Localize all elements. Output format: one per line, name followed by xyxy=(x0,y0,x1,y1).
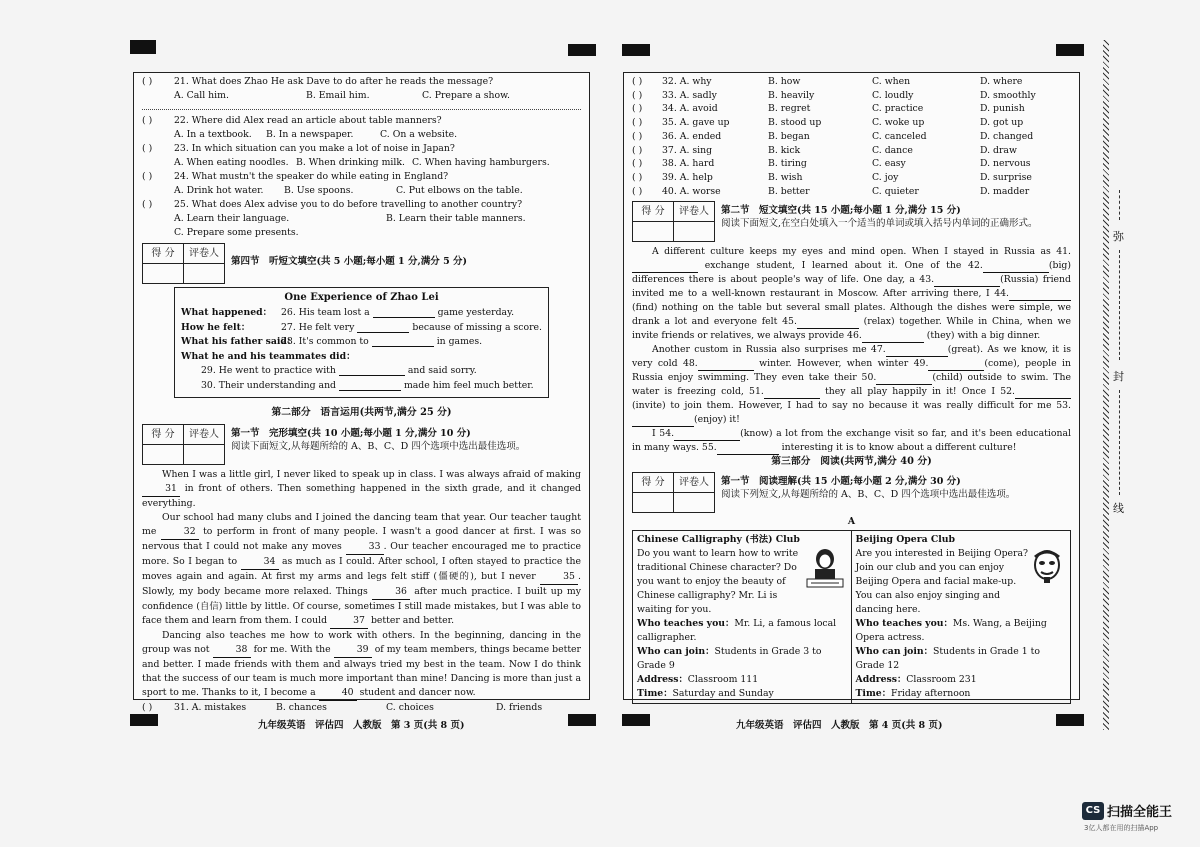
registration-mark xyxy=(568,44,596,56)
calligraphy-club: Chinese Calligraphy (书法) Club Do you want to learn how to write traditional Chinese character? Do you want to enjoy the beauty of Chinese calligraphy? Mr. Li is waiting for you. Who teaches you：Mr. Li, a famous local calligrapher. Who can join：Students in Grade 3 to Grade 9 Address：Classroom 111 Time：Saturday and Sunday xyxy=(633,531,852,703)
blank-26[interactable] xyxy=(373,306,435,318)
blank-40[interactable]: 40 xyxy=(319,686,357,701)
question-31: ( ) 31. A. mistakes B. chances C. choices D. friends xyxy=(142,702,543,713)
camscanner-logo-icon: CS xyxy=(1082,802,1104,820)
blank-41[interactable] xyxy=(632,261,698,273)
blank-47[interactable] xyxy=(886,345,948,357)
seal-char: 封 xyxy=(1113,370,1124,383)
answer-bracket: ( ) xyxy=(632,103,643,115)
blank-43[interactable] xyxy=(934,275,1000,287)
part3-title: 第三部分 阅读(共两节,满分 40 分) xyxy=(771,456,932,468)
passage-letter: A xyxy=(847,516,856,528)
club-notices xyxy=(632,530,1071,704)
blank-54[interactable] xyxy=(674,429,740,441)
option-c: C. dance xyxy=(872,144,913,156)
section-instruction: 阅读下列短文,从每题所给的 A、B、C、D 四个选项中选出最佳选项。 xyxy=(721,489,1016,501)
option-c: C. when xyxy=(872,76,911,87)
score-box-reading: 得 分 评卷人 第一节 阅读理解(共 15 小题;每小题 2 分,满分 30 分) 阅读下列短文,从每题所给的 A、B、C、D 四个选项中选出最佳选项。 xyxy=(632,472,1071,513)
blank-34[interactable]: 34 xyxy=(241,555,279,570)
blank-39[interactable]: 39 xyxy=(334,643,372,658)
cloze-options-grid xyxy=(632,75,1071,198)
option-a: 35. A. gave up xyxy=(662,117,730,129)
question-24: ( ) 24. What mustn't the speaker do while eating in England? A. Drink hot water. B. Use spoons. C. Put elbows on the table. xyxy=(142,171,523,196)
scanner-watermark: CS 扫描全能王 3亿人都在用的扫描App xyxy=(1082,800,1172,833)
page-footer-4: 九年级英语 评估四 人教版 第 4 页(共 8 页) xyxy=(736,720,943,731)
seal-line-sidebar xyxy=(1097,40,1137,730)
option-a: 39. A. help xyxy=(662,171,713,183)
option-a: 38. A. hard xyxy=(662,158,715,170)
answer-bracket: ( ) xyxy=(142,76,153,87)
option-b: B. wish xyxy=(768,171,803,183)
blank-51[interactable] xyxy=(764,387,820,399)
score-box-section2: 得 分 评卷人 第二节 短文填空(共 15 小题;每小题 1 分,满分 15 分) 阅读下面短文,在空白处填入一个适当的单词或填入括号内单词的正确形式。 xyxy=(632,201,1071,242)
registration-mark xyxy=(568,714,596,726)
option-d: D. smoothly xyxy=(980,89,1036,101)
blank-27[interactable] xyxy=(357,321,409,333)
option-c: C. easy xyxy=(872,158,906,170)
blank-49[interactable] xyxy=(928,359,984,371)
option-c: C. canceled xyxy=(872,130,927,142)
blank-50[interactable] xyxy=(876,373,932,385)
option-b: B. began xyxy=(768,130,810,142)
part2-title: 第二部分 语言运用(共两节,满分 25 分) xyxy=(271,407,452,418)
dotted-divider xyxy=(142,109,581,110)
option-d: D. got up xyxy=(980,117,1024,129)
blank-46[interactable] xyxy=(862,331,924,343)
club-title: Beijing Opera Club xyxy=(855,534,956,546)
option-b: B. heavily xyxy=(768,89,815,101)
blank-55[interactable] xyxy=(717,443,779,455)
zigzag-border xyxy=(1103,40,1109,730)
blank-33[interactable]: 33 xyxy=(346,540,384,555)
answer-bracket: ( ) xyxy=(632,130,643,142)
option-b: B. stood up xyxy=(768,117,822,129)
exam-page-3 xyxy=(133,72,590,713)
blank-29[interactable] xyxy=(339,364,405,376)
club-title: Chinese Calligraphy (书法) Club xyxy=(637,534,800,546)
section-title: 第四节 听短文填空(共 5 小题;每小题 1 分,满分 5 分) xyxy=(231,256,467,267)
exam-page-4 xyxy=(623,72,1080,700)
option-d: D. surprise xyxy=(980,171,1032,183)
blank-38[interactable]: 38 xyxy=(213,643,251,658)
fill-passage: A different culture keeps my eyes and mind open. When I stayed in Russia as 41. exchange student, I learned about it. One of the 42. (big) differences there is about people's way of life. One day, a 43. (Russia) friend invited me to a well-known restaurant in Moscow. After arriving there, I 44.(find) nothing on the table but several small plates. Although the dishes were simple, we drank a lot and everyone felt 45. (relax) together. While in China, when we invite friends or relatives, we always provide 46. (they) with a big dinner. Another custom in Russia also surprises me 47. (great). As we know, it is very cold 48. winter. However, when winter 49. (come), people in Russia enjoy swimming. They even take their 50. (child) outside to swim. The water is freezing cold, 51. they all play happily in it! Once I 52.(invite) to join them. However, I had to say no because it was really difficult for me 53.(enjoy) it! I 54. (know) a lot from the exchange visit so far, and it's been educational in many ways. 55. interesting it is to know about a different culture! xyxy=(632,246,1071,454)
blank-48[interactable] xyxy=(698,359,754,371)
registration-mark xyxy=(1056,44,1084,56)
seal-char: 弥 xyxy=(1113,230,1124,243)
blank-42[interactable] xyxy=(983,261,1049,273)
question-25: ( ) 25. What does Alex advise you to do before travelling to another country? A. Learn their language. B. Learn their table manners. C. Prepare some presents. xyxy=(142,199,526,238)
blank-36[interactable]: 36 xyxy=(372,585,410,600)
score-box-section4: 得 分 评卷人 第四节 听短文填空(共 5 小题;每小题 1 分,满分 5 分) xyxy=(142,243,581,284)
option-a: 40. A. worse xyxy=(662,185,721,197)
registration-mark xyxy=(1056,714,1084,726)
option-b: B. kick xyxy=(768,144,801,156)
option-a: 33. A. sadly xyxy=(662,89,717,101)
table-title: One Experience of Zhao Lei xyxy=(284,292,439,303)
section-title: 第一节 阅读理解(共 15 小题;每小题 2 分,满分 30 分) xyxy=(721,476,961,488)
question-23: ( ) 23. In which situation can you make a lot of noise in Japan? A. When eating noodles. B. When drinking milk. C. When having hamburgers. xyxy=(142,143,550,168)
section-instruction: 阅读下面短文,在空白处填入一个适当的单词或填入括号内单词的正确形式。 xyxy=(721,218,1038,230)
answer-bracket: ( ) xyxy=(632,117,643,129)
option-d: D. madder xyxy=(980,185,1030,197)
seal-char: 线 xyxy=(1113,502,1124,515)
blank-32[interactable]: 32 xyxy=(161,525,199,540)
option-d: D. punish xyxy=(980,103,1025,115)
registration-mark xyxy=(130,40,156,54)
answer-bracket: ( ) xyxy=(632,144,643,156)
page-footer-3: 九年级英语 评估四 人教版 第 3 页(共 8 页) xyxy=(258,720,465,731)
blank-30[interactable] xyxy=(339,379,401,391)
option-d: D. nervous xyxy=(980,158,1031,170)
question-22: ( ) 22. Where did Alex read an article about table manners? A. In a textbook. B. In a newspaper. C. On a website. xyxy=(142,115,458,140)
option-b: B. regret xyxy=(768,103,811,115)
score-box-cloze: 得 分 评卷人 第一节 完形填空(共 10 小题;每小题 1 分,满分 10 分) 阅读下面短文,从每题所给的 A、B、C、D 四个选项中选出最佳选项。 xyxy=(142,424,581,465)
section-title: 第二节 短文填空(共 15 小题;每小题 1 分,满分 15 分) xyxy=(721,205,961,217)
option-a: 32. A. why xyxy=(662,76,712,87)
blank-37[interactable]: 37 xyxy=(330,614,368,629)
registration-mark xyxy=(130,714,158,726)
option-c: C. loudly xyxy=(872,89,914,101)
option-d: D. draw xyxy=(980,144,1017,156)
question-21: ( ) 21. What does Zhao He ask Dave to do after he reads the message? A. Call him. B. Email him. C. Prepare a show. xyxy=(142,76,510,101)
blank-45[interactable] xyxy=(797,317,859,329)
answer-bracket: ( ) xyxy=(632,76,643,87)
option-a: 37. A. sing xyxy=(662,144,713,156)
opera-club: Beijing Opera Club Are you interested in Beijing Opera? Join our club and you can enjoy Beijing Opera and facial make-up. You can also enjoy singing and dancing here. Who teaches you：Ms. Wang, a Beijing Opera actress. Who can join：Students in Grade 1 to Grade 12 Address：Classroom 231 Time：Friday afternoon xyxy=(852,531,1071,703)
section-instruction: 阅读下面短文,从每题所给的 A、B、C、D 四个选项中选出最佳选项。 xyxy=(231,441,526,452)
option-b: B. how xyxy=(768,76,801,87)
option-a: 34. A. avoid xyxy=(662,103,718,115)
section-title: 第一节 完形填空(共 10 小题;每小题 1 分,满分 10 分) xyxy=(231,428,471,439)
blank-52[interactable] xyxy=(1015,387,1071,399)
answer-bracket: ( ) xyxy=(632,89,643,101)
blank-53[interactable] xyxy=(632,415,694,427)
option-d: D. where xyxy=(980,76,1023,87)
cloze-passage: When I was a little girl, I never liked to speak up in class. I was always afraid of making 31 in front of others. Then something happened in the sixth grade, and it changed everything. Our school had many clubs and I joined the dancing team that year. Our teacher taught me 32 to perform in front of many people. I wasn't a good dancer at first. I was so nervous that I could not make any moves 33 . Our teacher encouraged me to practice more. So I began to 34 as much as I could. After school, I often stayed to practice the moves again and again. At first my arms and legs felt stiff (僵硬的), but I never 35 . Slowly, my body became more relaxed. Things 36 after much practice. I built up my confidence (自信) little by little. Of course, sometimes I still made mistakes, but I was able to face them and learn from them. I could 37 better and better. Dancing also teaches me how to work with others. In the beginning, dancing in the group was not 38 for me. With the 39 of my team members, things became better and better. I made friends with them and always tried my best in the team. Now I do think that the success of our team is much more important than mine! Dancing is more than just a sport to me. Thanks to it, I become a 40 student and dancer now. xyxy=(142,468,581,701)
calligraphy-student-icon xyxy=(805,547,845,591)
option-b: B. better xyxy=(768,185,810,197)
opera-mask-icon xyxy=(1030,547,1064,583)
blank-31[interactable]: 31 xyxy=(142,482,180,497)
blank-28[interactable] xyxy=(372,335,434,347)
option-b: B. tiring xyxy=(768,158,807,170)
blank-35[interactable]: 35 xyxy=(540,570,578,585)
option-c: C. woke up xyxy=(872,117,925,129)
answer-bracket: ( ) xyxy=(632,158,643,170)
option-c: C. joy xyxy=(872,171,899,183)
option-c: C. practice xyxy=(872,103,924,115)
option-d: D. changed xyxy=(980,130,1034,142)
option-a: 36. A. ended xyxy=(662,130,722,142)
zhao-lei-table: One Experience of Zhao Lei What happened： 26. His team lost a game yesterday. How he felt： 27. He felt very because of missing a score. What his father said： 28. It's common to in games. What he and his teammates did： 29. He went to practice with and said sorry. 30. Their understanding and made him feel much better. xyxy=(174,287,549,398)
registration-mark xyxy=(622,714,650,726)
blank-44[interactable] xyxy=(1009,289,1071,301)
answer-bracket: ( ) xyxy=(632,185,643,197)
answer-bracket: ( ) xyxy=(632,171,643,183)
registration-mark xyxy=(622,44,650,56)
option-c: C. quieter xyxy=(872,185,919,197)
